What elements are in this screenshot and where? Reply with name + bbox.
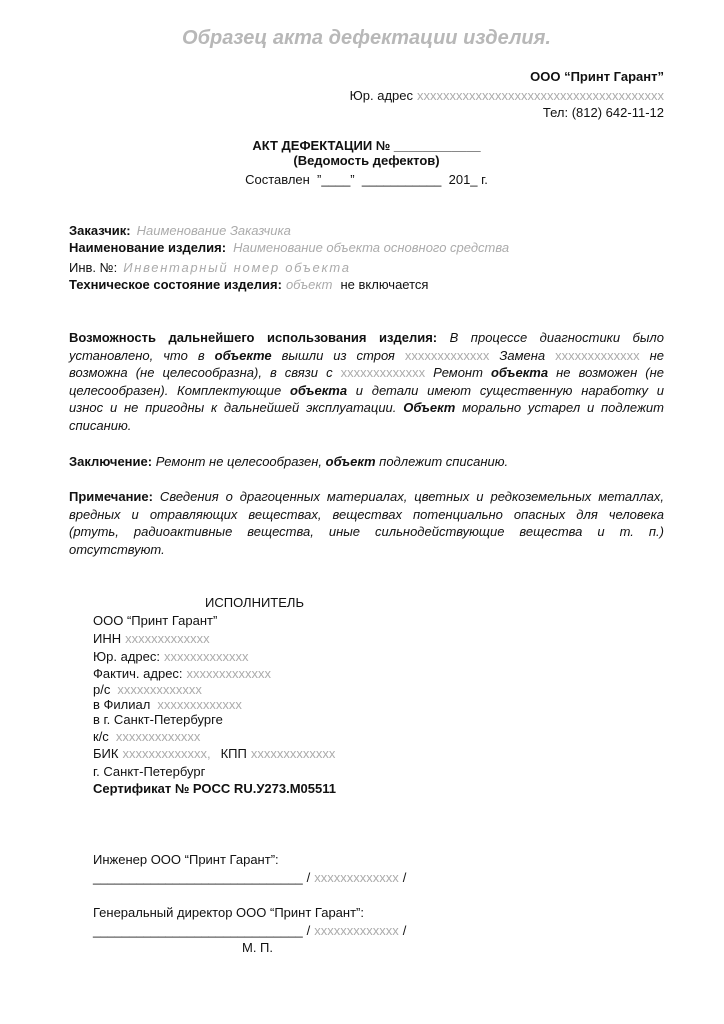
- executor-branch-city: в г. Санкт-Петербурге: [93, 712, 223, 727]
- condition-object: объект: [285, 277, 333, 292]
- executor-certificate: Сертификат № РОСС RU.У273.М05511: [93, 781, 336, 796]
- header-address-value: xxxxxxxxxxxxxxxxxxxxxxxxxxxxxxxxxxxxxx: [417, 88, 664, 103]
- director-slash-close: /: [402, 923, 407, 938]
- branch-label: в Филиал: [93, 697, 151, 712]
- possibility-text: износ и не пригодны к дальнейшей эксплуатации.: [69, 400, 404, 416]
- note-line: [69, 541, 664, 559]
- note-text: Сведения о драгоценных материалах, цветных и редкоземельных металлах,: [152, 489, 664, 504]
- note-line: [69, 523, 664, 541]
- condition-label: Техническое состояние изделия:: [69, 277, 282, 292]
- director-slash-open: /: [306, 923, 311, 938]
- account-label: р/с: [93, 682, 111, 697]
- note-line: [69, 506, 664, 524]
- note-line: [69, 488, 664, 506]
- act-title: АКТ ДЕФЕКТАЦИИ № ____________: [252, 138, 481, 153]
- conclusion-text: Ремонт не целесообразен,: [152, 454, 326, 469]
- possibility-line: [69, 399, 664, 417]
- page-title: Образец акта дефектации изделия.: [182, 27, 551, 49]
- engineer-slash-open: /: [306, 870, 311, 885]
- legal-address-label: Юр. адрес:: [93, 649, 160, 664]
- customer-label: Заказчик:: [69, 223, 131, 238]
- possibility-line: [69, 364, 664, 382]
- note-paragraph: [69, 488, 664, 558]
- bik-label: БИК: [93, 746, 119, 761]
- executor-city: г. Санкт-Петербург: [93, 764, 206, 779]
- replacement-placeholder: xxxxxxxxxxxxx: [555, 347, 640, 363]
- condition-field: [69, 276, 428, 293]
- conclusion-object: объект: [325, 454, 376, 469]
- director-signature-label: Генеральный директор ООО “Принт Гарант”:: [93, 905, 364, 920]
- possibility-line: [69, 382, 664, 400]
- executor-inn: [93, 630, 210, 647]
- note-text: отсутствуют.: [69, 541, 165, 557]
- product-field: [69, 239, 509, 256]
- possibility-text: вышли из строя: [271, 347, 405, 363]
- act-compiled-date: Составлен ”____” ___________ 201_ г.: [245, 172, 488, 187]
- director-signature-blank: _____________________________: [93, 923, 303, 938]
- actual-address-value: xxxxxxxxxxxxx: [186, 666, 272, 681]
- corr-account-label: к/с: [93, 729, 109, 744]
- possibility-object: объекта: [289, 382, 348, 398]
- note-text: вредных и отравляющих веществах, веществах потенциально опасных для человека: [69, 506, 664, 522]
- executor-company: ООО “Принт Гарант”: [93, 613, 218, 628]
- header-address-label: Юр. адрес: [349, 88, 413, 103]
- bik-value: xxxxxxxxxxxxx,: [122, 746, 211, 761]
- header-company-phone: Тел: (812) 642-11-12: [542, 105, 664, 120]
- act-subtitle: (Ведомость дефектов): [293, 153, 440, 168]
- conclusion-label: Заключение:: [69, 454, 153, 469]
- inn-label: ИНН: [93, 631, 122, 646]
- actual-address-label: Фактич. адрес:: [93, 666, 183, 681]
- corr-account-value: xxxxxxxxxxxxx: [115, 729, 201, 744]
- director-signature-line: [93, 922, 406, 939]
- legal-address-value: xxxxxxxxxxxxx: [163, 649, 249, 664]
- branch-value: xxxxxxxxxxxxx: [157, 697, 242, 712]
- possibility-text: В процессе диагностики было: [437, 330, 664, 345]
- note-label: Примечание:: [69, 489, 153, 504]
- possibility-line: [69, 347, 664, 365]
- engineer-signature-label: Инженер ООО “Принт Гарант”:: [93, 852, 279, 867]
- possibility-text: не возможен (не: [548, 365, 664, 381]
- possibility-text: возможна (не целесообразна), в связи с: [69, 365, 341, 381]
- possibility-object: объекта: [490, 365, 549, 381]
- inventory-label: Инв. №:: [69, 260, 118, 275]
- failed-part-placeholder: xxxxxxxxxxxxx: [404, 347, 490, 363]
- reason-placeholder: xxxxxxxxxxxxx: [340, 365, 426, 381]
- product-label: Наименование изделия:: [69, 240, 227, 255]
- stamp-place: М. П.: [242, 940, 274, 955]
- possibility-object: объекте: [214, 347, 272, 363]
- possibility-text: целесообразен). Комплектующие: [69, 382, 290, 398]
- possibility-text: морально устарел и подлежит: [455, 400, 664, 416]
- note-text: (ртуть, радиоактивные вещества, иные сильнодействующие вещества и т. п.): [69, 524, 664, 540]
- header-company-name: ООО “Принт Гарант”: [530, 69, 664, 84]
- account-value: xxxxxxxxxxxxx: [117, 682, 202, 697]
- executor-actual-address: [93, 665, 271, 682]
- possibility-line: [69, 417, 664, 435]
- possibility-paragraph: [69, 329, 664, 435]
- inventory-value: Инвентарный номер объекта: [123, 260, 351, 275]
- product-value: Наименование объекта основного средства: [233, 240, 510, 255]
- inn-value: xxxxxxxxxxxxx: [125, 631, 210, 646]
- possibility-text: списанию.: [69, 417, 132, 433]
- executor-corr-account: [93, 728, 200, 745]
- possibility-text: Ремонт: [425, 365, 491, 381]
- kpp-value: xxxxxxxxxxxxx: [250, 746, 336, 761]
- possibility-label: Возможность дальнейшего использования изделия:: [69, 330, 438, 345]
- engineer-slash-close: /: [402, 870, 407, 885]
- condition-value: не включается: [340, 277, 429, 292]
- inventory-field: [69, 259, 351, 276]
- possibility-text: установлено, что в: [69, 347, 215, 363]
- conclusion-text: подлежит списанию.: [375, 454, 509, 469]
- possibility-object: Объект: [403, 400, 456, 416]
- executor-heading: ИСПОЛНИТЕЛЬ: [205, 595, 304, 610]
- possibility-text: и детали имеют существенную наработку и: [347, 382, 665, 398]
- header-company-address: [350, 87, 664, 104]
- engineer-signature-line: [93, 869, 406, 886]
- customer-value: Наименование Заказчика: [136, 223, 291, 238]
- possibility-text: Замена: [489, 347, 556, 363]
- conclusion-line: [69, 453, 508, 470]
- customer-field: [69, 222, 291, 239]
- executor-bik-kpp: [93, 745, 335, 762]
- possibility-line: [69, 329, 664, 347]
- engineer-name-placeholder: xxxxxxxxxxxxx: [314, 870, 399, 885]
- director-name-placeholder: xxxxxxxxxxxxx: [314, 923, 399, 938]
- kpp-label: КПП: [220, 746, 247, 761]
- engineer-signature-blank: _____________________________: [93, 870, 303, 885]
- possibility-text: не: [639, 347, 664, 363]
- executor-legal-address: [93, 648, 248, 665]
